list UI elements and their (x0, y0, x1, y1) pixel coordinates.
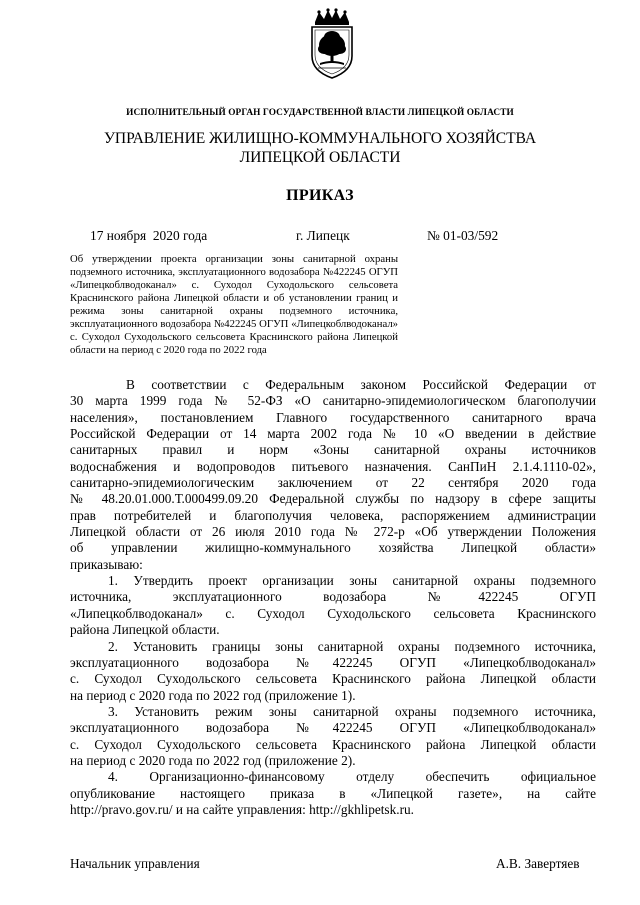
order-city: г. Липецк (296, 228, 350, 243)
body-line: В соответствии с Федеральным законом Российской Федерации от (126, 377, 596, 392)
issuer-title: ИСПОЛНИТЕЛЬНЫЙ ОРГАН ГОСУДАРСТВЕННОЙ ВЛАСТИ ЛИПЕЦКОЙ ОБЛАСТИ (126, 108, 514, 118)
body-line: об управлении жилищно-коммунального хозяйства Липецкой области» (70, 540, 596, 556)
signatory-position: Начальник управления (70, 856, 200, 871)
subject-line: области на период с 2020 года по 2022 года (70, 344, 267, 357)
body-line: с. Суходол Суходольского сельсовета Краснинского района Липецкой области (70, 736, 596, 752)
body-line: санитарных правил и норм «Зоны санитарной охраны источников (70, 442, 596, 458)
department-name-line: ЛИПЕЦКОЙ ОБЛАСТИ (239, 149, 401, 166)
body-line: с. Суходол Суходольского сельсовета Краснинского района Липецкой области (70, 671, 596, 687)
body-line: http://pravo.gov.ru/ и на сайте управления: http://gkhlipetsk.ru. (70, 801, 414, 817)
order-body (70, 377, 596, 818)
lipetsk-coat-of-arms-icon (303, 8, 361, 80)
body-line: водоснабжения и водопроводов питьевого назначения. СанПиН 2.1.4.1110-02», (70, 458, 596, 474)
body-line: № 48.20.01.000.Т.000499.09.20 Федеральной службы по надзору в сфере защиты (70, 491, 596, 507)
body-line: 4. Организационно-финансовому отделу обеспечить официальное (108, 769, 596, 785)
body-line: 30 марта 1999 года № 52-ФЗ «О санитарно-эпидемиологическом благополучии (70, 393, 596, 409)
body-line: источника, эксплуатационного водозабора №422245 ОГУП (70, 589, 596, 605)
body-line: района Липецкой области. (70, 622, 220, 638)
body-line: опубликование настоящего приказа в «Липецкой газете», на сайте (70, 785, 596, 801)
order-date: 17 ноября 2020 года (90, 228, 208, 243)
subject-line: эксплуатационного водозабора №422245 ОГУП «Липецкоблводоканал» (70, 318, 398, 331)
department-name (0, 129, 640, 167)
body-line: эксплуатационного водозабора №422245 ОГУП «Липецкоблводоканал» (70, 720, 596, 736)
body-line: Российской Федерации от 14 марта 2002 года № 10 «О введении в действие (70, 426, 596, 442)
document-title: ПРИКАЗ (286, 187, 354, 204)
body-line: «Липецкоблводоканал» с. Суходол Суходольского сельсовета Краснинского (70, 605, 596, 621)
subject-line: Об утверждении проекта организации зоны санитарной охраны (70, 253, 398, 265)
subject-line: «Липецкоблводоканал» с. Суходол Суходольского сельсовета (70, 279, 398, 292)
body-line: прав потребителей и благополучия человека, распоряжением администрации (70, 507, 596, 523)
body-line: приказываю: (70, 556, 143, 572)
signatory-name: А.В. Завертяев (496, 856, 580, 871)
subject-line: подземного источника, эксплуатационного водозабора №422245 ОГУП (70, 266, 398, 279)
subject-line: режима зоны санитарной охраны подземного источника, (70, 305, 398, 318)
body-line: на период с 2020 года по 2022 год (приложение 1). (70, 687, 356, 703)
order-subject (70, 253, 398, 357)
body-line: на период с 2020 года по 2022 год (приложение 2). (70, 752, 356, 768)
body-line: 1. Утвердить проект организации зоны санитарной охраны подземного (108, 573, 596, 589)
order-number: № 01-03/592 (427, 228, 499, 243)
body-line: санитарно-эпидемиологическим заключением от 22 сентября 2020 года (70, 475, 596, 491)
body-line: Липецкой области от 26 июля 2010 года № 272-р «Об утверждении Положения (70, 524, 596, 540)
body-line: населения», постановлением Главного государственного санитарного врача (70, 409, 596, 425)
subject-line: с. Суходол Суходольского сельсовета Краснинского района Липецкой (70, 331, 398, 344)
body-line: эксплуатационного водозабора №422245 ОГУП «Липецкоблводоканал» (70, 654, 596, 670)
body-line: 3. Установить режим зоны санитарной охраны подземного источника, (108, 703, 596, 719)
subject-line: Краснинского района Липецкой области и об установлении границ и (70, 292, 398, 305)
body-line: 2. Установить границы зоны санитарной охраны подземного источника, (108, 638, 596, 654)
department-name-line: УПРАВЛЕНИЕ ЖИЛИЩНО-КОММУНАЛЬНОГО ХОЗЯЙСТВА (103, 130, 537, 147)
